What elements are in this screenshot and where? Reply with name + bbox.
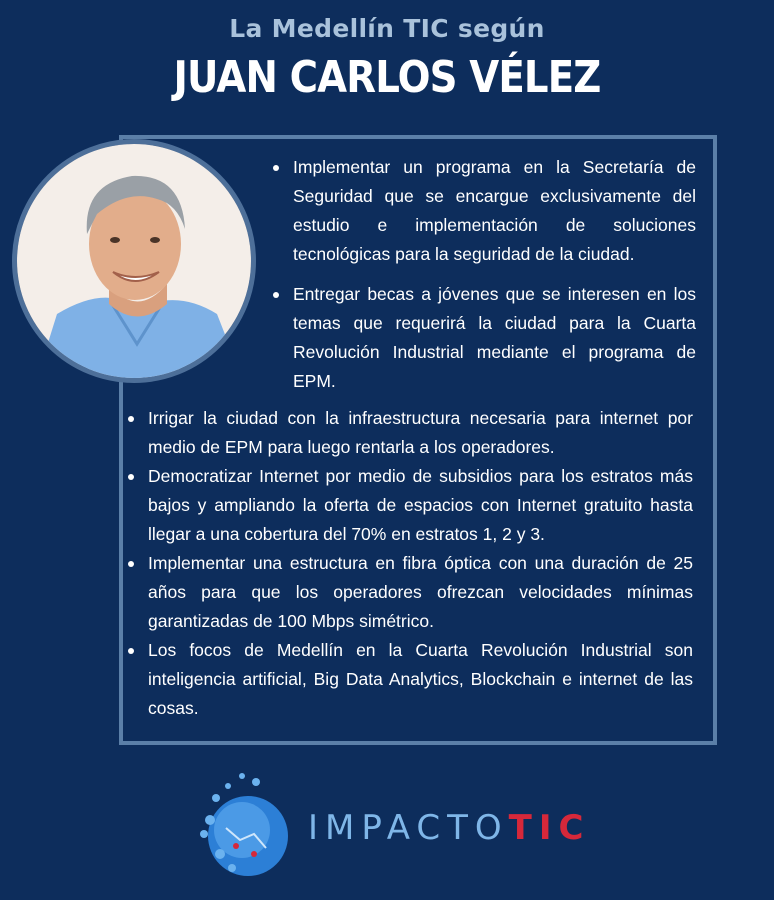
list-item — [273, 280, 696, 396]
page-title: JUAN CARLOS VÉLEZ — [173, 52, 601, 103]
bullet-icon — [128, 648, 134, 654]
bottom-bullet-list — [128, 404, 693, 723]
bullet-icon — [128, 474, 134, 480]
top-bullet-list — [273, 153, 696, 407]
bullet-icon — [128, 416, 134, 422]
list-item — [128, 549, 693, 636]
list-item-text: Irrigar la ciudad con la infraestructura necesaria para internet por medio de EPM para luego rentarla a los operadores. — [148, 408, 693, 457]
bullet-icon — [273, 165, 279, 171]
logo-text-tic: TIC — [508, 808, 591, 848]
list-item-text: Democratizar Internet por medio de subsidios para los estratos más bajos y ampliando la oferta de espacios con Internet gratuito hasta llegar a una cobertura del 70% en estratos 1, 2 y 3. — [148, 466, 693, 544]
list-item — [128, 636, 693, 723]
list-item-text: Los focos de Medellín en la Cuarta Revolución Industrial son inteligencia artificial, Big Data Analytics, Blockchain e internet de las cosas. — [148, 640, 693, 718]
avatar — [12, 139, 256, 383]
list-item — [128, 462, 693, 549]
list-item — [128, 404, 693, 462]
list-item-text: Implementar una estructura en fibra óptica con una duración de 25 años para que los operadores ofrezcan velocidades mínimas garantizadas de 100 Mbps simétrico. — [148, 553, 693, 631]
brand-logo — [196, 768, 591, 880]
list-item — [273, 153, 696, 269]
bullet-icon — [273, 292, 279, 298]
bullet-icon — [128, 561, 134, 567]
logo-text-impacto: IMPACTO — [308, 808, 509, 848]
list-item-text: Entregar becas a jóvenes que se interesen en los temas que requerirá la ciudad para la Cuarta Revolución Industrial mediante el programa de EPM. — [293, 284, 696, 391]
logo-text — [308, 808, 590, 848]
logo-globe-icon — [196, 768, 300, 880]
list-item-text: Implementar un programa en la Secretaría de Seguridad que se encargue exclusivamente del estudio e implementación de soluciones tecnológicas para la seguridad de la ciudad. — [293, 157, 696, 264]
header-subtitle: La Medellín TIC según — [229, 14, 545, 43]
